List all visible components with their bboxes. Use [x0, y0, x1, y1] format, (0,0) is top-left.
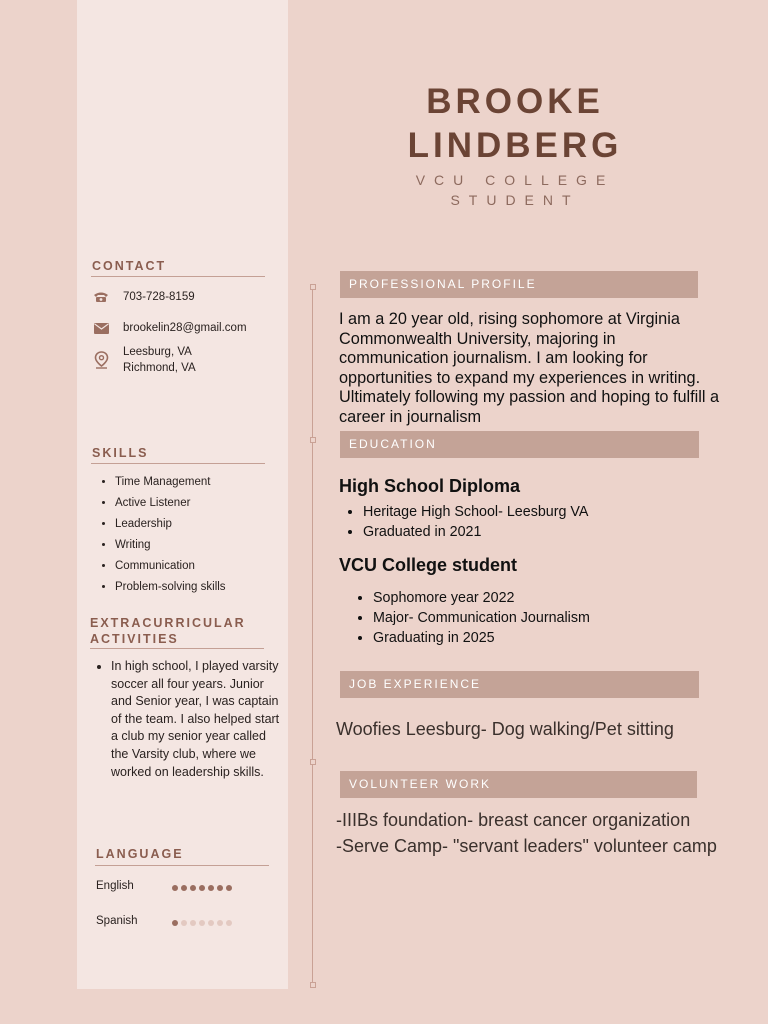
list-item: • Problem-solving skills [115, 577, 226, 598]
list-item: • Active Listener [115, 493, 226, 514]
list-item: • Major- Communication Journalism [373, 608, 590, 628]
timeline-line [312, 287, 313, 987]
list-item: • Leadership [115, 514, 226, 535]
proficiency-dot [208, 920, 214, 926]
extracurricular-list [94, 658, 286, 781]
volunteer-heading: VOLUNTEER WORK [340, 771, 697, 798]
language-spanish: Spanish [96, 915, 138, 927]
profile-text: I am a 20 year old, rising sophomore at Virginia Commonwealth University, majoring in communication journalism. I am looking for opportunities to expand my experiences in writing. Ultimately following my passion and hoping to fulfill a career in journalism [339, 310, 720, 426]
job-text: Woofies Leesburg- Dog walking/Pet sitting [336, 719, 674, 739]
extracurricular-heading-line-1: EXTRACURRICULAR [90, 616, 246, 630]
extracurricular-divider [90, 648, 264, 649]
skills-list [92, 472, 226, 598]
first-name: BROOKE [426, 82, 604, 121]
timeline-node [310, 284, 316, 290]
timeline-node [310, 759, 316, 765]
contact-location [92, 344, 196, 376]
proficiency-dot [217, 920, 223, 926]
extracurricular-heading [90, 615, 246, 647]
list-item: • In high school, I played varsity soccer all four years. Junior and Senior year, I was captain of the team. I also helped start a club my senior year called the Varsity club, where we worked on leadership skills. [111, 658, 286, 781]
proficiency-dot [199, 885, 205, 891]
list-item: • Writing [115, 535, 226, 556]
proficiency-dot [199, 920, 205, 926]
proficiency-dot [217, 885, 223, 891]
language-spanish-level [172, 920, 232, 926]
language-english-level [172, 885, 232, 891]
timeline-node [310, 982, 316, 988]
proficiency-dot [208, 885, 214, 891]
contact-email [92, 320, 247, 336]
language-divider [95, 865, 269, 866]
phone-number: 703-728-8159 [123, 291, 195, 303]
timeline-node [310, 437, 316, 443]
education-bullets [339, 502, 588, 542]
list-item: • Graduated in 2021 [363, 522, 588, 542]
job-heading: JOB EXPERIENCE [340, 671, 699, 698]
last-name: LINDBERG [407, 126, 623, 165]
contact-divider [91, 276, 265, 277]
skills-heading: SKILLS [92, 446, 149, 460]
profile-heading: PROFESSIONAL PROFILE [340, 271, 698, 298]
email-address: brookelin28@gmail.com [123, 322, 247, 334]
resume-name [330, 80, 700, 168]
education-bullets [349, 588, 590, 648]
subtitle-line-1: VCU COLLEGE [415, 172, 615, 188]
list-item: • Time Management [115, 472, 226, 493]
contact-heading: CONTACT [92, 259, 167, 273]
language-heading: LANGUAGE [96, 847, 184, 861]
volunteer-line: -Serve Camp- "servant leaders" volunteer camp [336, 836, 717, 856]
language-english: English [96, 880, 134, 892]
proficiency-dot [190, 920, 196, 926]
list-item: • Graduating in 2025 [373, 628, 590, 648]
proficiency-dot [172, 920, 178, 926]
mail-icon [92, 320, 110, 336]
contact-phone [92, 289, 195, 305]
proficiency-dot [181, 920, 187, 926]
proficiency-dot [226, 885, 232, 891]
phone-icon [92, 289, 110, 305]
proficiency-dot [172, 885, 178, 891]
list-item: • Sophomore year 2022 [373, 588, 590, 608]
location-line-2: Richmond, VA [123, 362, 196, 374]
proficiency-dot [190, 885, 196, 891]
resume-subtitle [330, 170, 700, 210]
education-heading: EDUCATION [340, 431, 699, 458]
volunteer-line: -IIIBs foundation- breast cancer organization [336, 810, 691, 830]
extracurricular-heading-line-2: ACTIVITIES [90, 632, 179, 646]
proficiency-dot [226, 920, 232, 926]
list-item: • Heritage High School- Leesburg VA [363, 502, 588, 522]
location-line-1: Leesburg, VA [123, 346, 192, 358]
skills-divider [91, 463, 265, 464]
proficiency-dot [181, 885, 187, 891]
location-pin-icon [92, 344, 110, 376]
subtitle-line-2: STUDENT [450, 192, 580, 208]
education-title: VCU College student [339, 555, 518, 575]
education-title: High School Diploma [339, 476, 521, 496]
list-item: • Communication [115, 556, 226, 577]
